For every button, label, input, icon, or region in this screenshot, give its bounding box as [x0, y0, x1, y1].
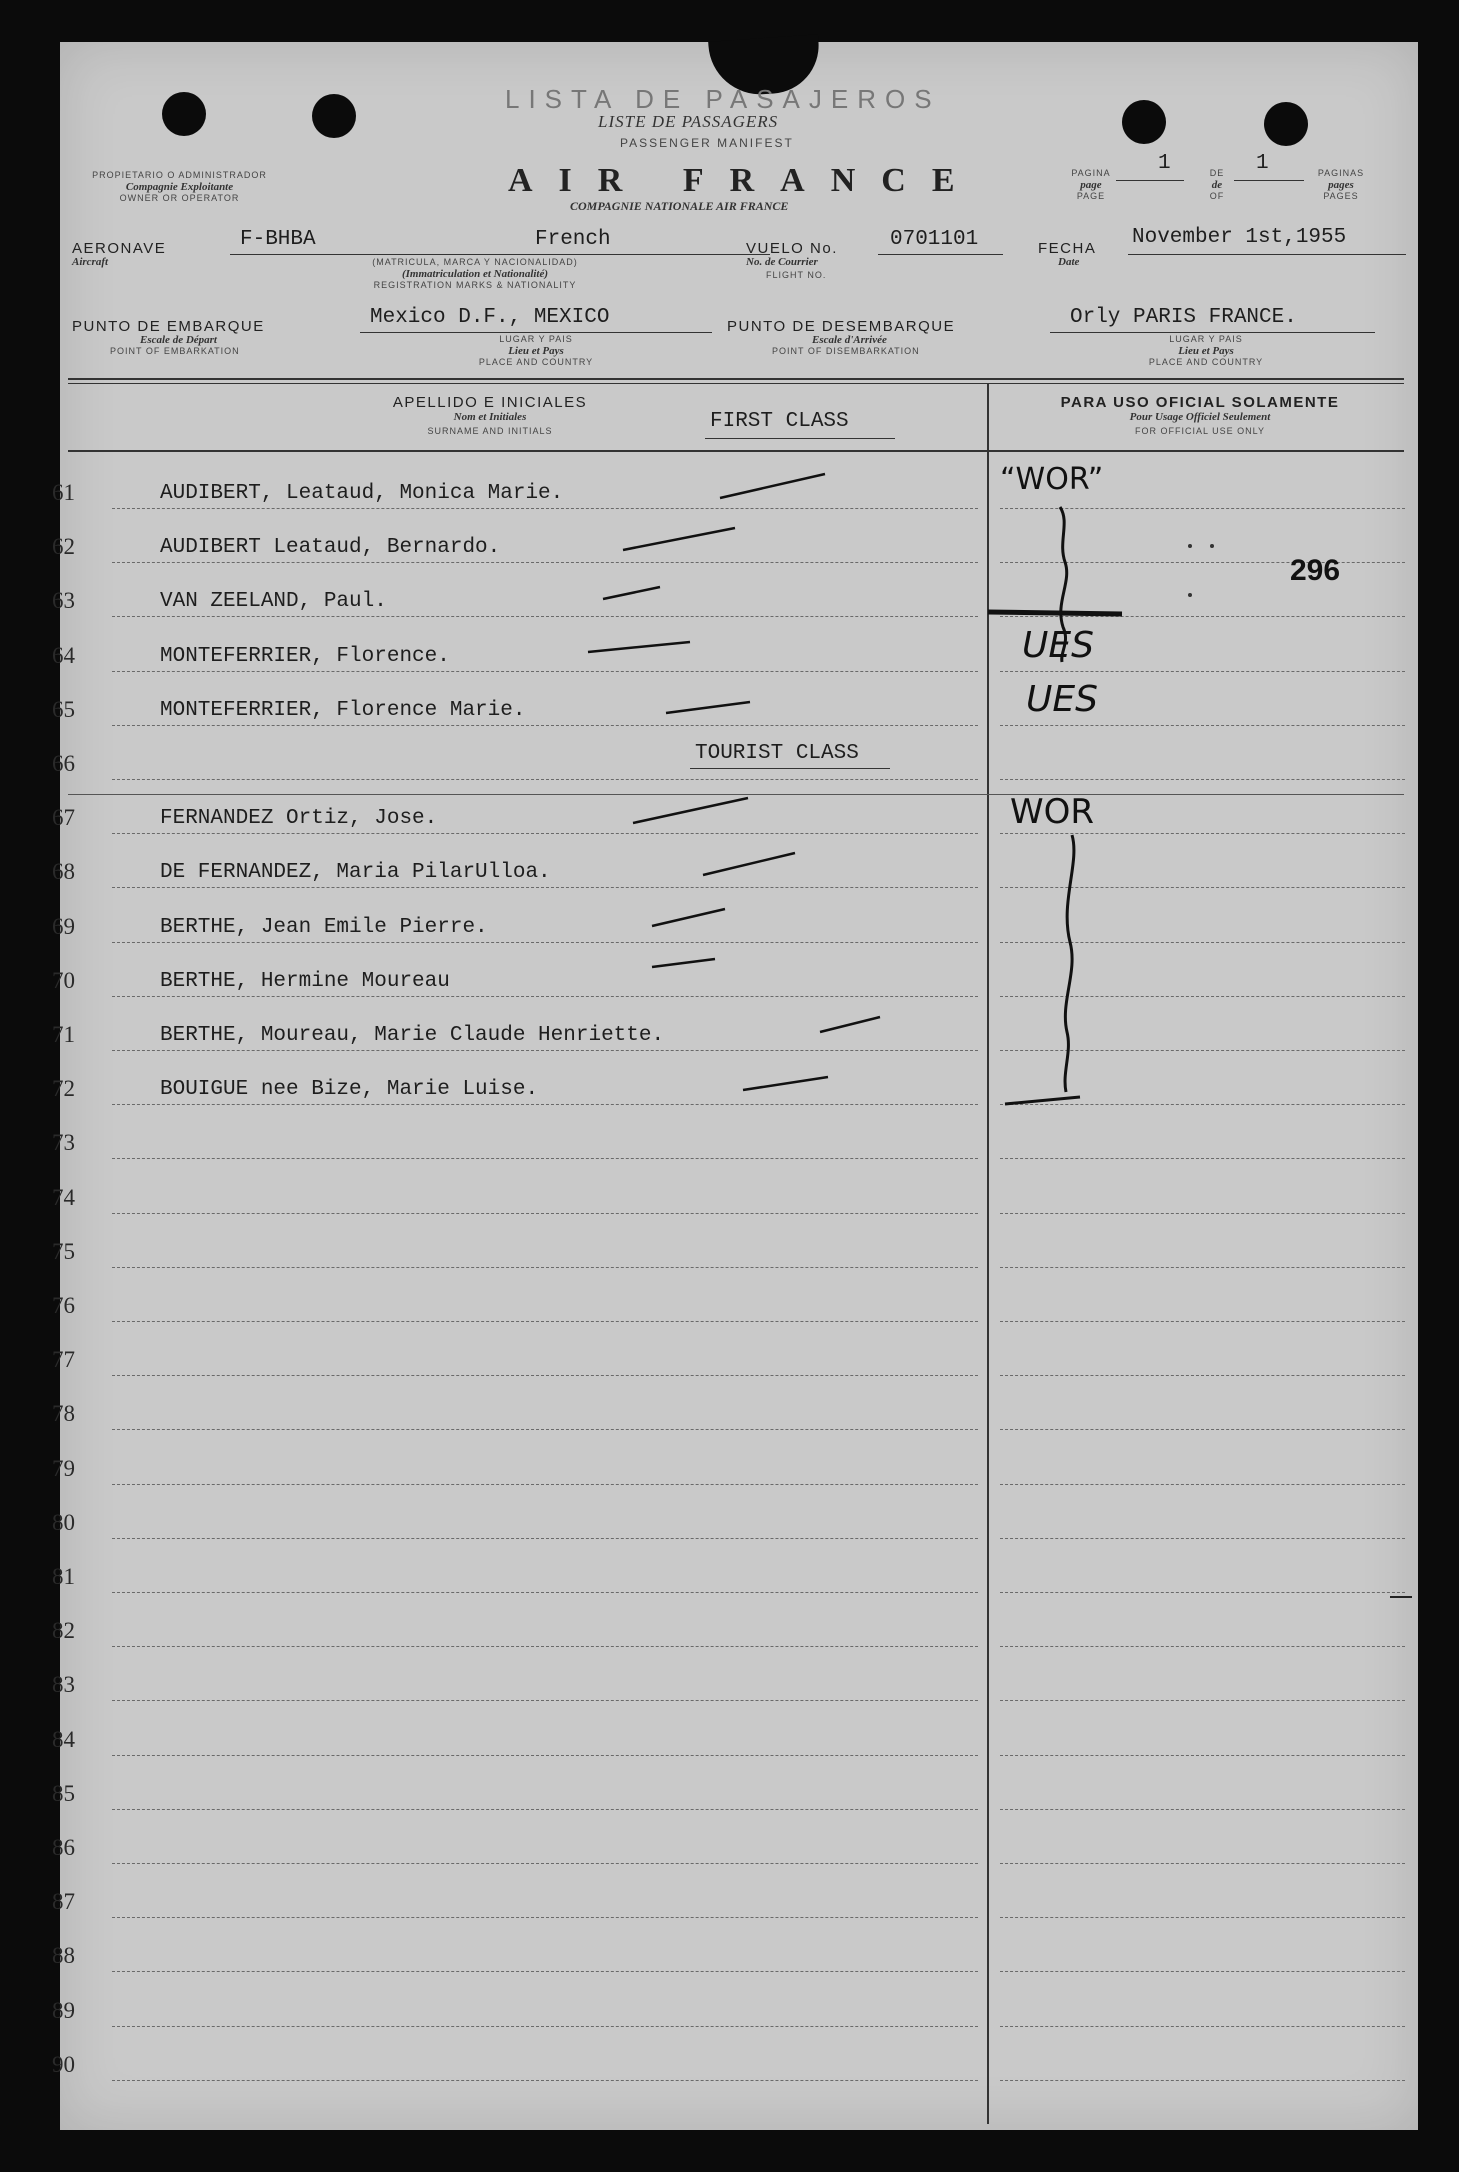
row-number: 63: [52, 588, 75, 613]
row-number: 79: [52, 1456, 75, 1481]
disembark-label-fr: Escale d'Arrivée: [812, 334, 887, 346]
row-number: 83: [52, 1672, 75, 1697]
page-label: PAGINA page PAGE: [1071, 168, 1111, 201]
page-total: 1: [1256, 152, 1269, 175]
passenger-name: DE FERNANDEZ, Maria PilarUlloa.: [160, 861, 551, 884]
handwritten-wor-first: “WOR”: [1000, 462, 1104, 497]
passenger-name: FERNANDEZ Ortiz, Jose.: [160, 807, 438, 830]
aircraft-nationality: French: [535, 228, 611, 251]
disembark-sub: LUGAR Y PAIS Lieu et Pays PLACE AND COUNTRY: [1148, 334, 1264, 367]
passenger-name: MONTEFERRIER, Florence.: [160, 645, 450, 668]
row-number: 70: [52, 968, 75, 993]
row-number: 81: [52, 1564, 75, 1589]
disembark-label-en: POINT OF DISEMBARKATION: [772, 346, 920, 356]
row-number: 84: [52, 1727, 75, 1752]
company-sub: COMPAGNIE NATIONALE AIR FRANCE: [570, 199, 789, 213]
passenger-name: VAN ZEELAND, Paul.: [160, 590, 387, 613]
row-number: 71: [52, 1022, 75, 1047]
row-number: 65: [52, 697, 75, 722]
row-number: 64: [52, 643, 75, 668]
row-number: 76: [52, 1293, 75, 1318]
stamp-number: 296: [1290, 554, 1341, 587]
passenger-name: BERTHE, Hermine Moureau: [160, 970, 450, 993]
aircraft-label-fr: Aircraft: [72, 256, 109, 268]
row-number: 75: [52, 1239, 75, 1264]
row-number: 69: [52, 914, 75, 939]
row-number: 80: [52, 1510, 75, 1535]
row-number: 88: [52, 1943, 75, 1968]
names-column-header: APELLIDO E INICIALES Nom et Initiales SURNAME AND INITIALS: [392, 394, 588, 436]
embark-sub: LUGAR Y PAIS Lieu et Pays PLACE AND COUNTRY: [478, 334, 594, 367]
section-first-class: FIRST CLASS: [710, 410, 849, 433]
date-label-fr: Date: [1058, 256, 1080, 268]
page-number: 1: [1158, 152, 1171, 175]
embark-label-en: POINT OF EMBARKATION: [110, 346, 240, 356]
passenger-name: BERTHE, Moureau, Marie Claude Henriette.: [160, 1024, 665, 1047]
handwritten-wor-tourist: WOR: [1010, 792, 1095, 832]
row-number: 85: [52, 1781, 75, 1806]
flight-label-fr: No. de Courrier: [746, 256, 818, 268]
row-number: 68: [52, 859, 75, 884]
disembark-label: PUNTO DE DESEMBARQUE: [727, 318, 956, 335]
passenger-name: AUDIBERT Leataud, Bernardo.: [160, 536, 501, 559]
aircraft-note: (MATRICULA, MARCA Y NACIONALIDAD) (Immatriculation et Nationalité) REGISTRATION MARKS & NATIONALITY: [372, 257, 578, 290]
row-number: 90: [52, 2052, 75, 2077]
row-number: 78: [52, 1401, 75, 1426]
passenger-name: BERTHE, Jean Emile Pierre.: [160, 916, 488, 939]
pages-label: PAGINAS pages PAGES: [1317, 168, 1365, 201]
row-number: 82: [52, 1618, 75, 1643]
row-number: 77: [52, 1347, 75, 1372]
row-number: 89: [52, 1998, 75, 2023]
official-column-header: PARA USO OFICIAL SOLAMENTE Pour Usage Officiel Seulement FOR OFFICIAL USE ONLY: [1060, 394, 1340, 436]
embark-place: Mexico D.F., MEXICO: [370, 306, 610, 329]
row-number: 73: [52, 1130, 75, 1155]
owner-block: PROPIETARIO O ADMINISTRADOR Compagnie Exploitante OWNER OR OPERATOR: [92, 170, 267, 203]
handwriting-strokes: [60, 42, 1418, 2130]
disembark-place: Orly PARIS FRANCE.: [1070, 306, 1297, 329]
manifest-sheet: [52, 42, 1418, 2130]
section-tourist-class: TOURIST CLASS: [695, 742, 859, 765]
embark-label: PUNTO DE EMBARQUE: [72, 318, 265, 335]
passenger-name: BOUIGUE nee Bize, Marie Luise.: [160, 1078, 539, 1101]
date-label: FECHA: [1038, 240, 1097, 257]
flight-number: 0701101: [890, 228, 979, 251]
title-es: LISTA DE PASAJEROS: [505, 84, 941, 114]
passenger-name: MONTEFERRIER, Florence Marie.: [160, 699, 526, 722]
flight-label-en: FLIGHT NO.: [766, 270, 827, 280]
row-number: 66: [52, 751, 75, 776]
aircraft-registration: F-BHBA: [240, 228, 316, 251]
of-label: DE de OF: [1209, 168, 1225, 201]
title-en: PASSENGER MANIFEST: [620, 136, 794, 150]
company-name: AIR FRANCE: [508, 162, 981, 199]
aircraft-label: AERONAVE: [72, 240, 167, 257]
row-number: 72: [52, 1076, 75, 1101]
row-number: 61: [52, 480, 75, 505]
edge-mark: [1390, 1596, 1412, 1598]
row-number: 87: [52, 1889, 75, 1914]
row-number: 86: [52, 1835, 75, 1860]
passenger-name: AUDIBERT, Leataud, Monica Marie.: [160, 482, 564, 505]
row-number: 74: [52, 1185, 75, 1210]
flight-label: VUELO No.: [746, 240, 838, 257]
row-number: 62: [52, 534, 75, 559]
embark-label-fr: Escale de Départ: [140, 334, 217, 346]
handwritten-initials-a: UES: [1022, 625, 1094, 666]
flight-date: November 1st,1955: [1132, 226, 1347, 249]
row-number: 67: [52, 805, 75, 830]
handwritten-initials-b: UES: [1026, 679, 1098, 720]
title-fr: LISTE DE PASSAGERS: [598, 112, 779, 131]
